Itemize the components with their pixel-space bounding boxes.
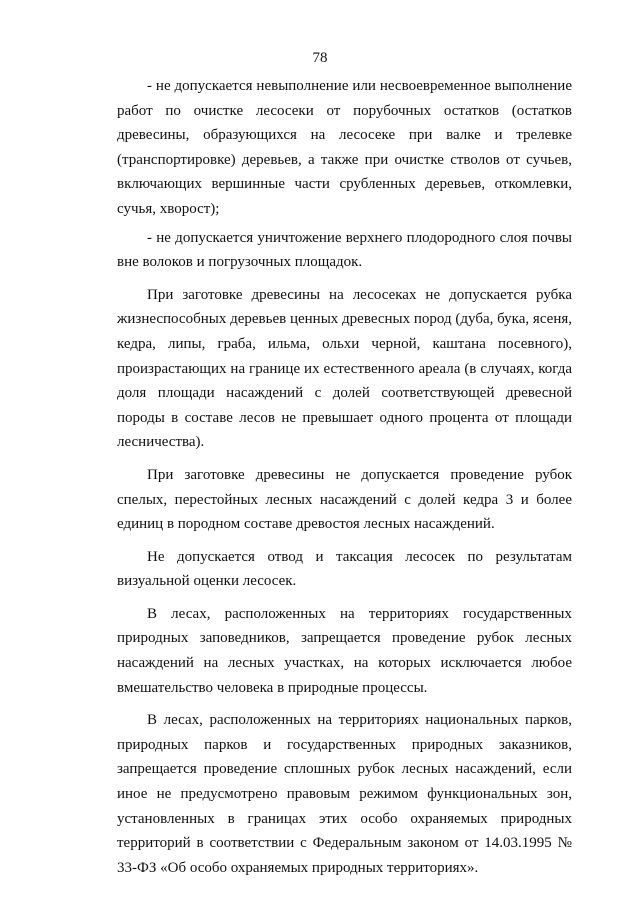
- paragraph-topsoil-protection: - не допускается уничтожение верхнего плодородного слоя почвы вне волоков и погрузочных площадок.: [117, 229, 572, 271]
- paragraph-valuable-species: При заготовке древесины на лесосеках не допускается рубка жизнеспособных деревьев ценных древесных пород (дуба, бука, ясеня, кедра, липы, граба, ильма, ольхи черной, каштана посевного), произрастающих на границе их естественного ареала (в случаях, когда доля площади насаждений с долей соответствующей древесной породы в составе лесов не превышает одного процента от площади лесничества).: [117, 286, 572, 451]
- page-number: 78: [312, 50, 328, 66]
- paragraph-national-parks: В лесах, расположенных на территориях национальных парков, природных парков и государственных природных заказников, запрещается проведение сплошных рубок лесных насаждений, если иное не предусмотрено правовым режимом функциональных зон, установленных в границах этих особо охраняемых природных территорий в соответствии с Федеральным законом от 14.03.1995 № 33-ФЗ «Об особо охраняемых природных территориях».: [117, 712, 572, 876]
- document-body: [117, 74, 572, 880]
- paragraph-nature-reserves: В лесах, расположенных на территориях государственных природных заповедников, запрещается проведение рубок лесных насаждений на лесных участках, на которых исключается любое вмешательство человека в природные процессы.: [117, 605, 572, 696]
- paragraph-visual-assessment: Не допускается отвод и таксация лесосек по результатам визуальной оценки лесосек.: [117, 548, 572, 590]
- paragraph-logging-residue-cleanup: - не допускается невыполнение или несвоевременное выполнение работ по очистке лесосеки от порубочных остатков (остатков древесины, образующихся на лесосеке при валке и трелевке (транспортировке) деревьев, а также при очистке стволов от сучьев, включающих вершинные части срубленных деревьев, откомлевки, сучья, хворост);: [117, 78, 572, 217]
- paragraph-cedar-restriction: При заготовке древесины не допускается проведение рубок спелых, перестойных лесных насаждений с долей кедра 3 и более единиц в породном составе древостоя лесных насаждений.: [117, 466, 572, 533]
